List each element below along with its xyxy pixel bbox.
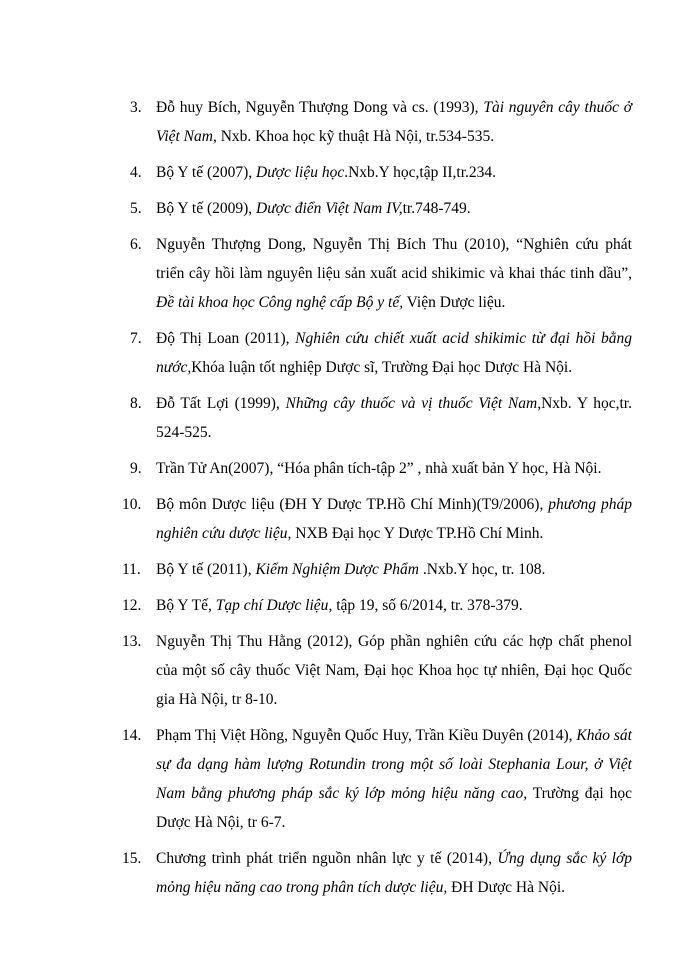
reference-title: Tạp chí Dược liệu: [215, 597, 329, 614]
reference-item: [122, 844, 632, 902]
reference-item: [122, 591, 632, 620]
reference-number: 8.: [130, 395, 142, 412]
reference-number: 14.: [122, 727, 142, 744]
reference-title: Khảo sát sự đa dạng hàm lượng Rotundin trong một số loài Stephania Lour, ở Việt Nam bằng phương pháp sắc ký lớp mỏng hiệu năng cao,: [156, 727, 632, 802]
reference-text: Đỗ huy Bích, Nguyễn Thượng Dong và cs. (1993),: [156, 99, 484, 116]
reference-text: , tập 19, số 6/2014, tr. 378-379.: [328, 597, 523, 614]
reference-item: [132, 194, 632, 223]
reference-list: [122, 93, 633, 909]
reference-text: Nxb. Y học,tr. 524-525.: [156, 395, 632, 441]
reference-number: 6.: [130, 236, 142, 253]
reference-title: Ứng dụng sắc ký lớp mỏng hiệu năng cao trong phân tích dược liệu,: [156, 850, 632, 896]
reference-number: 13.: [122, 633, 142, 650]
reference-item: [132, 454, 632, 483]
reference-text: Phạm Thị Việt Hồng, Nguyễn Quốc Huy, Trần Kiều Duyên (2014),: [156, 727, 577, 744]
reference-number: 11.: [122, 561, 141, 578]
reference-number: 15.: [122, 850, 142, 867]
reference-item: [122, 721, 632, 837]
reference-text: .Nxb.Y học, tr. 108.: [418, 561, 546, 578]
reference-text: tr.748-749.: [402, 200, 471, 217]
reference-title: Nghiên cứu chiết xuất acid shikimic từ đại hồi bằng nước,: [156, 330, 632, 376]
reference-item: [132, 324, 632, 382]
reference-item: [122, 555, 632, 584]
reference-text: Bộ môn Dược liệu (ĐH Y Dược TP.Hồ Chí Minh)(T9/2006),: [156, 496, 549, 513]
reference-title: Kiểm Nghiệm Dược Phẩm: [255, 561, 419, 578]
reference-text: Trường đại học Dược Hà Nội, tr 6-7.: [156, 785, 632, 831]
reference-text: Nguyễn Thị Thu Hằng (2012), Góp phần nghiên cứu các hợp chất phenol của một số cây thuốc Việt Nam, Đại học Khoa học tự nhiên, Đại học Quốc gia Hà Nội, tr 8-10.: [156, 633, 632, 708]
reference-number: 5.: [130, 200, 142, 217]
reference-item: [122, 490, 632, 548]
reference-text: Chương trình phát triển nguồn nhân lực y tế (2014),: [156, 850, 498, 867]
reference-text: Đỗ Tất Lợi (1999),: [156, 395, 286, 412]
reference-text: .Nxb.Y học,tập II,tr.234.: [344, 164, 497, 181]
reference-text: Bộ Y tế (2007),: [156, 164, 257, 181]
reference-number: 9.: [130, 460, 142, 477]
reference-text: NXB Đại học Y Dược TP.Hồ Chí Minh.: [291, 525, 544, 542]
reference-number: 12.: [122, 597, 142, 614]
reference-text: Nguyễn Thượng Dong, Nguyễn Thị Bích Thu (2010), “Nghiên cứu phát triển cây hồi làm nguyên liệu sản xuất acid shikimic và khai thác tinh dầu”,: [156, 236, 632, 282]
reference-text: Độ Thị Loan (2011),: [156, 330, 296, 347]
reference-text: Nxb. Khoa học kỹ thuật Hà Nội, tr.534-535.: [216, 128, 495, 145]
reference-title: Dược liệu học: [256, 164, 345, 181]
reference-item: [132, 158, 632, 187]
reference-number: 7.: [130, 330, 142, 347]
reference-number: 10.: [122, 496, 142, 513]
reference-text: Viện Dược liệu.: [403, 294, 506, 311]
reference-number: 3.: [130, 99, 142, 116]
reference-item: [132, 230, 632, 317]
reference-title: Tài nguyên cây thuốc ở Việt Nam,: [156, 99, 633, 145]
reference-text: Bộ Y tế (2011),: [156, 561, 256, 578]
reference-text: Bộ Y Tế,: [156, 597, 216, 614]
reference-item: [122, 627, 632, 714]
reference-text: Bộ Y tế (2009),: [156, 200, 257, 217]
reference-text: Khóa luận tốt nghiệp Dược sĩ, Trường Đại học Dược Hà Nội.: [191, 359, 573, 376]
reference-item: [132, 93, 632, 151]
reference-title: Những cây thuốc và vị thuốc Việt Nam,: [285, 395, 542, 412]
reference-title: Dược điển Việt Nam IV,: [256, 200, 403, 217]
reference-title: Đề tài khoa học Công nghệ cấp Bộ y tế,: [156, 294, 404, 311]
reference-item: [132, 389, 632, 447]
reference-number: 4.: [130, 164, 142, 181]
reference-title: phương pháp nghiên cứu dược liệu,: [156, 496, 632, 542]
reference-text: Trần Tử An(2007), “Hóa phân tích-tập 2” , nhà xuất bản Y học, Hà Nội.: [156, 460, 602, 477]
reference-text: ĐH Dược Hà Nội.: [447, 879, 566, 896]
